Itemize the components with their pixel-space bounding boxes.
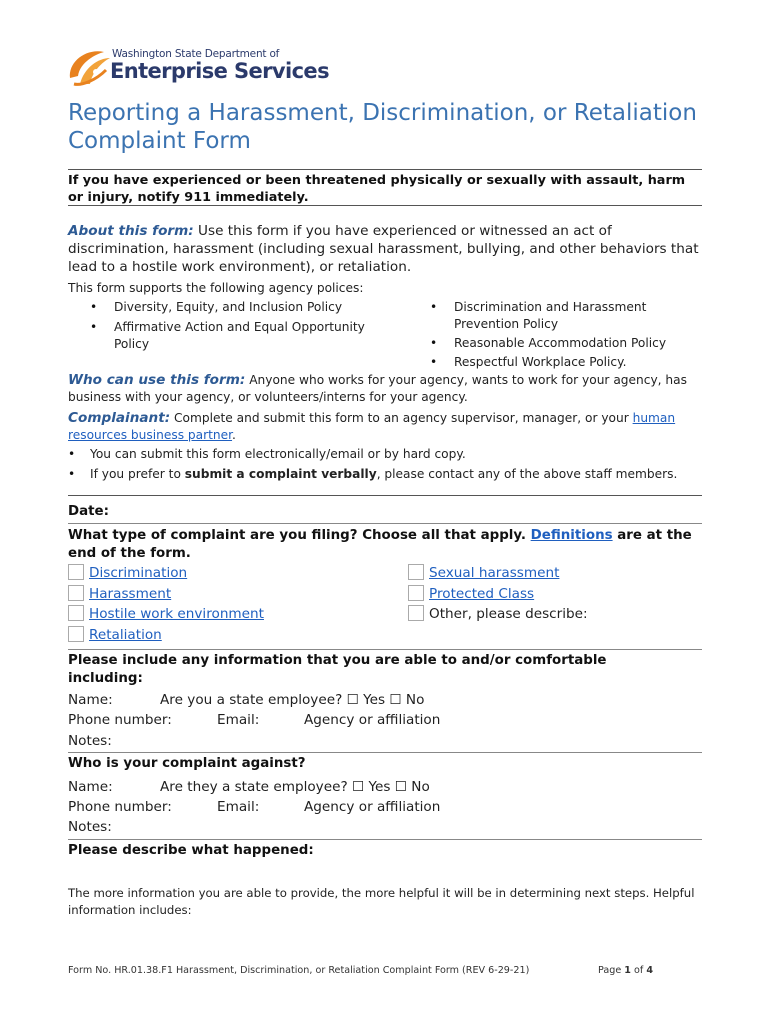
complaint-option[interactable] (408, 585, 708, 606)
against-name-label: Name: (68, 779, 113, 795)
definitions-link[interactable]: Definitions (530, 528, 613, 543)
divider (68, 495, 702, 496)
complaint-type-right (408, 564, 708, 626)
complainant-label: Complainant: (68, 410, 171, 426)
policy-item: • Reasonable Accommodation Policy (408, 335, 708, 352)
who-section (68, 372, 708, 406)
submit-list (68, 446, 708, 483)
checkbox[interactable] (408, 585, 424, 601)
complaint-option[interactable] (408, 564, 708, 585)
complaint-type-q-pre: What type of complaint are you filing? Choose all that apply. (68, 528, 526, 543)
logo-subtitle: Washington State Department of (112, 48, 280, 60)
policies-left-list (68, 299, 388, 353)
about-label: About this form: (68, 223, 194, 239)
policy-item: • Diversity, Equity, and Inclusion Policy (68, 299, 388, 316)
complainant-name-label: Name: (68, 692, 113, 708)
checkbox[interactable] (68, 564, 84, 580)
emergency-notice: If you have experienced or been threatened physically or sexually with assault, harm or injury, notify 911 immediately. (68, 173, 686, 205)
against-state-employee-question[interactable]: Are they a state employee? ☐ Yes ☐ No (160, 779, 430, 795)
footer-page-pre: Page (598, 965, 622, 976)
complaint-option[interactable] (68, 564, 388, 585)
footer-page-mid: of (634, 965, 644, 976)
submit-bullet-2-pre: If you prefer to (90, 467, 181, 481)
submit-bullet-1: • You can submit this form electronically/email or by hard copy. (68, 446, 708, 463)
complaint-option[interactable] (68, 605, 388, 626)
divider (68, 839, 702, 840)
about-text: Use this form if you have experienced or witnessed an act of discrimination, harassment (including sexual harassment, bullying, and other behaviors that lead to a hostile work environment), or retaliation. (68, 223, 699, 275)
option-discrimination[interactable]: Discrimination (89, 565, 188, 581)
option-retaliation[interactable]: Retaliation (89, 626, 162, 643)
complaint-option[interactable] (408, 605, 708, 626)
option-sexual-harassment[interactable]: Sexual harassment (429, 565, 560, 581)
submit-bullet-2-bold: submit a complaint verbally (184, 467, 377, 481)
divider (68, 169, 702, 170)
footer-page-total: 4 (646, 965, 654, 976)
describe-heading: Please describe what happened: (68, 843, 314, 858)
policy-item: • Affirmative Action and Equal Opportunity Policy (68, 319, 388, 353)
complaint-type-q-post: are at the end of the form. (68, 528, 692, 561)
complaint-type-left (68, 564, 388, 646)
checkbox[interactable] (408, 564, 424, 580)
page-title: Reporting a Harassment, Discrimination, or Retaliation Complaint Form (68, 100, 697, 154)
option-hostile-work-environment[interactable]: Hostile work environment (89, 606, 264, 622)
about-section (68, 222, 708, 276)
divider (68, 205, 702, 206)
complaint-option[interactable] (68, 585, 388, 606)
divider (68, 752, 702, 753)
who-label: Who can use this form: (68, 372, 246, 388)
checkbox[interactable] (408, 605, 424, 621)
checkbox[interactable] (68, 626, 84, 642)
complainant-info-heading: Please include any information that you are able to and/or comfortable including: (68, 653, 607, 686)
complainant-agency-label: Agency or affiliation (304, 712, 441, 728)
complainant-email-label: Email: (217, 712, 260, 728)
complainant-notes-label: Notes: (68, 733, 112, 749)
submit-bullet-2 (68, 466, 708, 483)
option-other: Other, please describe: (429, 606, 588, 622)
checkbox[interactable] (68, 585, 84, 601)
logo-title: Enterprise Services (110, 59, 329, 83)
footer-page-number (598, 965, 653, 976)
policy-item: • Respectful Workplace Policy. (408, 354, 708, 371)
against-notes-label: Notes: (68, 819, 112, 835)
complaint-option[interactable] (68, 626, 388, 647)
footer-form-number: Form No. HR.01.38.F1 Harassment, Discrimination, or Retaliation Complaint Form (REV 6-29-21) (68, 965, 530, 976)
against-agency-label: Agency or affiliation (304, 799, 441, 815)
submit-bullet-2-post: , please contact any of the above staff members. (376, 467, 678, 481)
complainant-state-employee-question[interactable]: Are you a state employee? ☐ Yes ☐ No (160, 692, 425, 708)
complainant-phone-label: Phone number: (68, 712, 172, 728)
divider (68, 649, 702, 650)
complainant-period: . (232, 428, 236, 442)
policy-item: • Discrimination and Harassment Prevention Policy (408, 299, 708, 333)
supports-intro: This form supports the following agency polices: (68, 281, 364, 295)
policies-right-list (408, 299, 708, 371)
complainant-section (68, 410, 704, 444)
footer-page-current: 1 (624, 965, 631, 976)
against-heading: Who is your complaint against? (68, 756, 306, 771)
complainant-text: Complete and submit this form to an agency supervisor, manager, or your (174, 411, 629, 425)
against-phone-label: Phone number: (68, 799, 172, 815)
option-harassment[interactable]: Harassment (89, 585, 172, 602)
against-email-label: Email: (217, 799, 260, 815)
option-protected-class[interactable]: Protected Class (429, 585, 535, 602)
hr-partner-link[interactable]: human resources business partner (68, 411, 676, 442)
date-label: Date: (68, 504, 109, 519)
divider (68, 523, 702, 524)
describe-text: The more information you are able to provide, the more helpful it will be in determining next steps. Helpful information includes: (68, 886, 695, 917)
complaint-type-question (68, 527, 704, 563)
checkbox[interactable] (68, 605, 84, 621)
who-text: Anyone who works for your agency, wants to work for your agency, has business with your agency, or volunteers/interns for your agency. (68, 373, 687, 404)
